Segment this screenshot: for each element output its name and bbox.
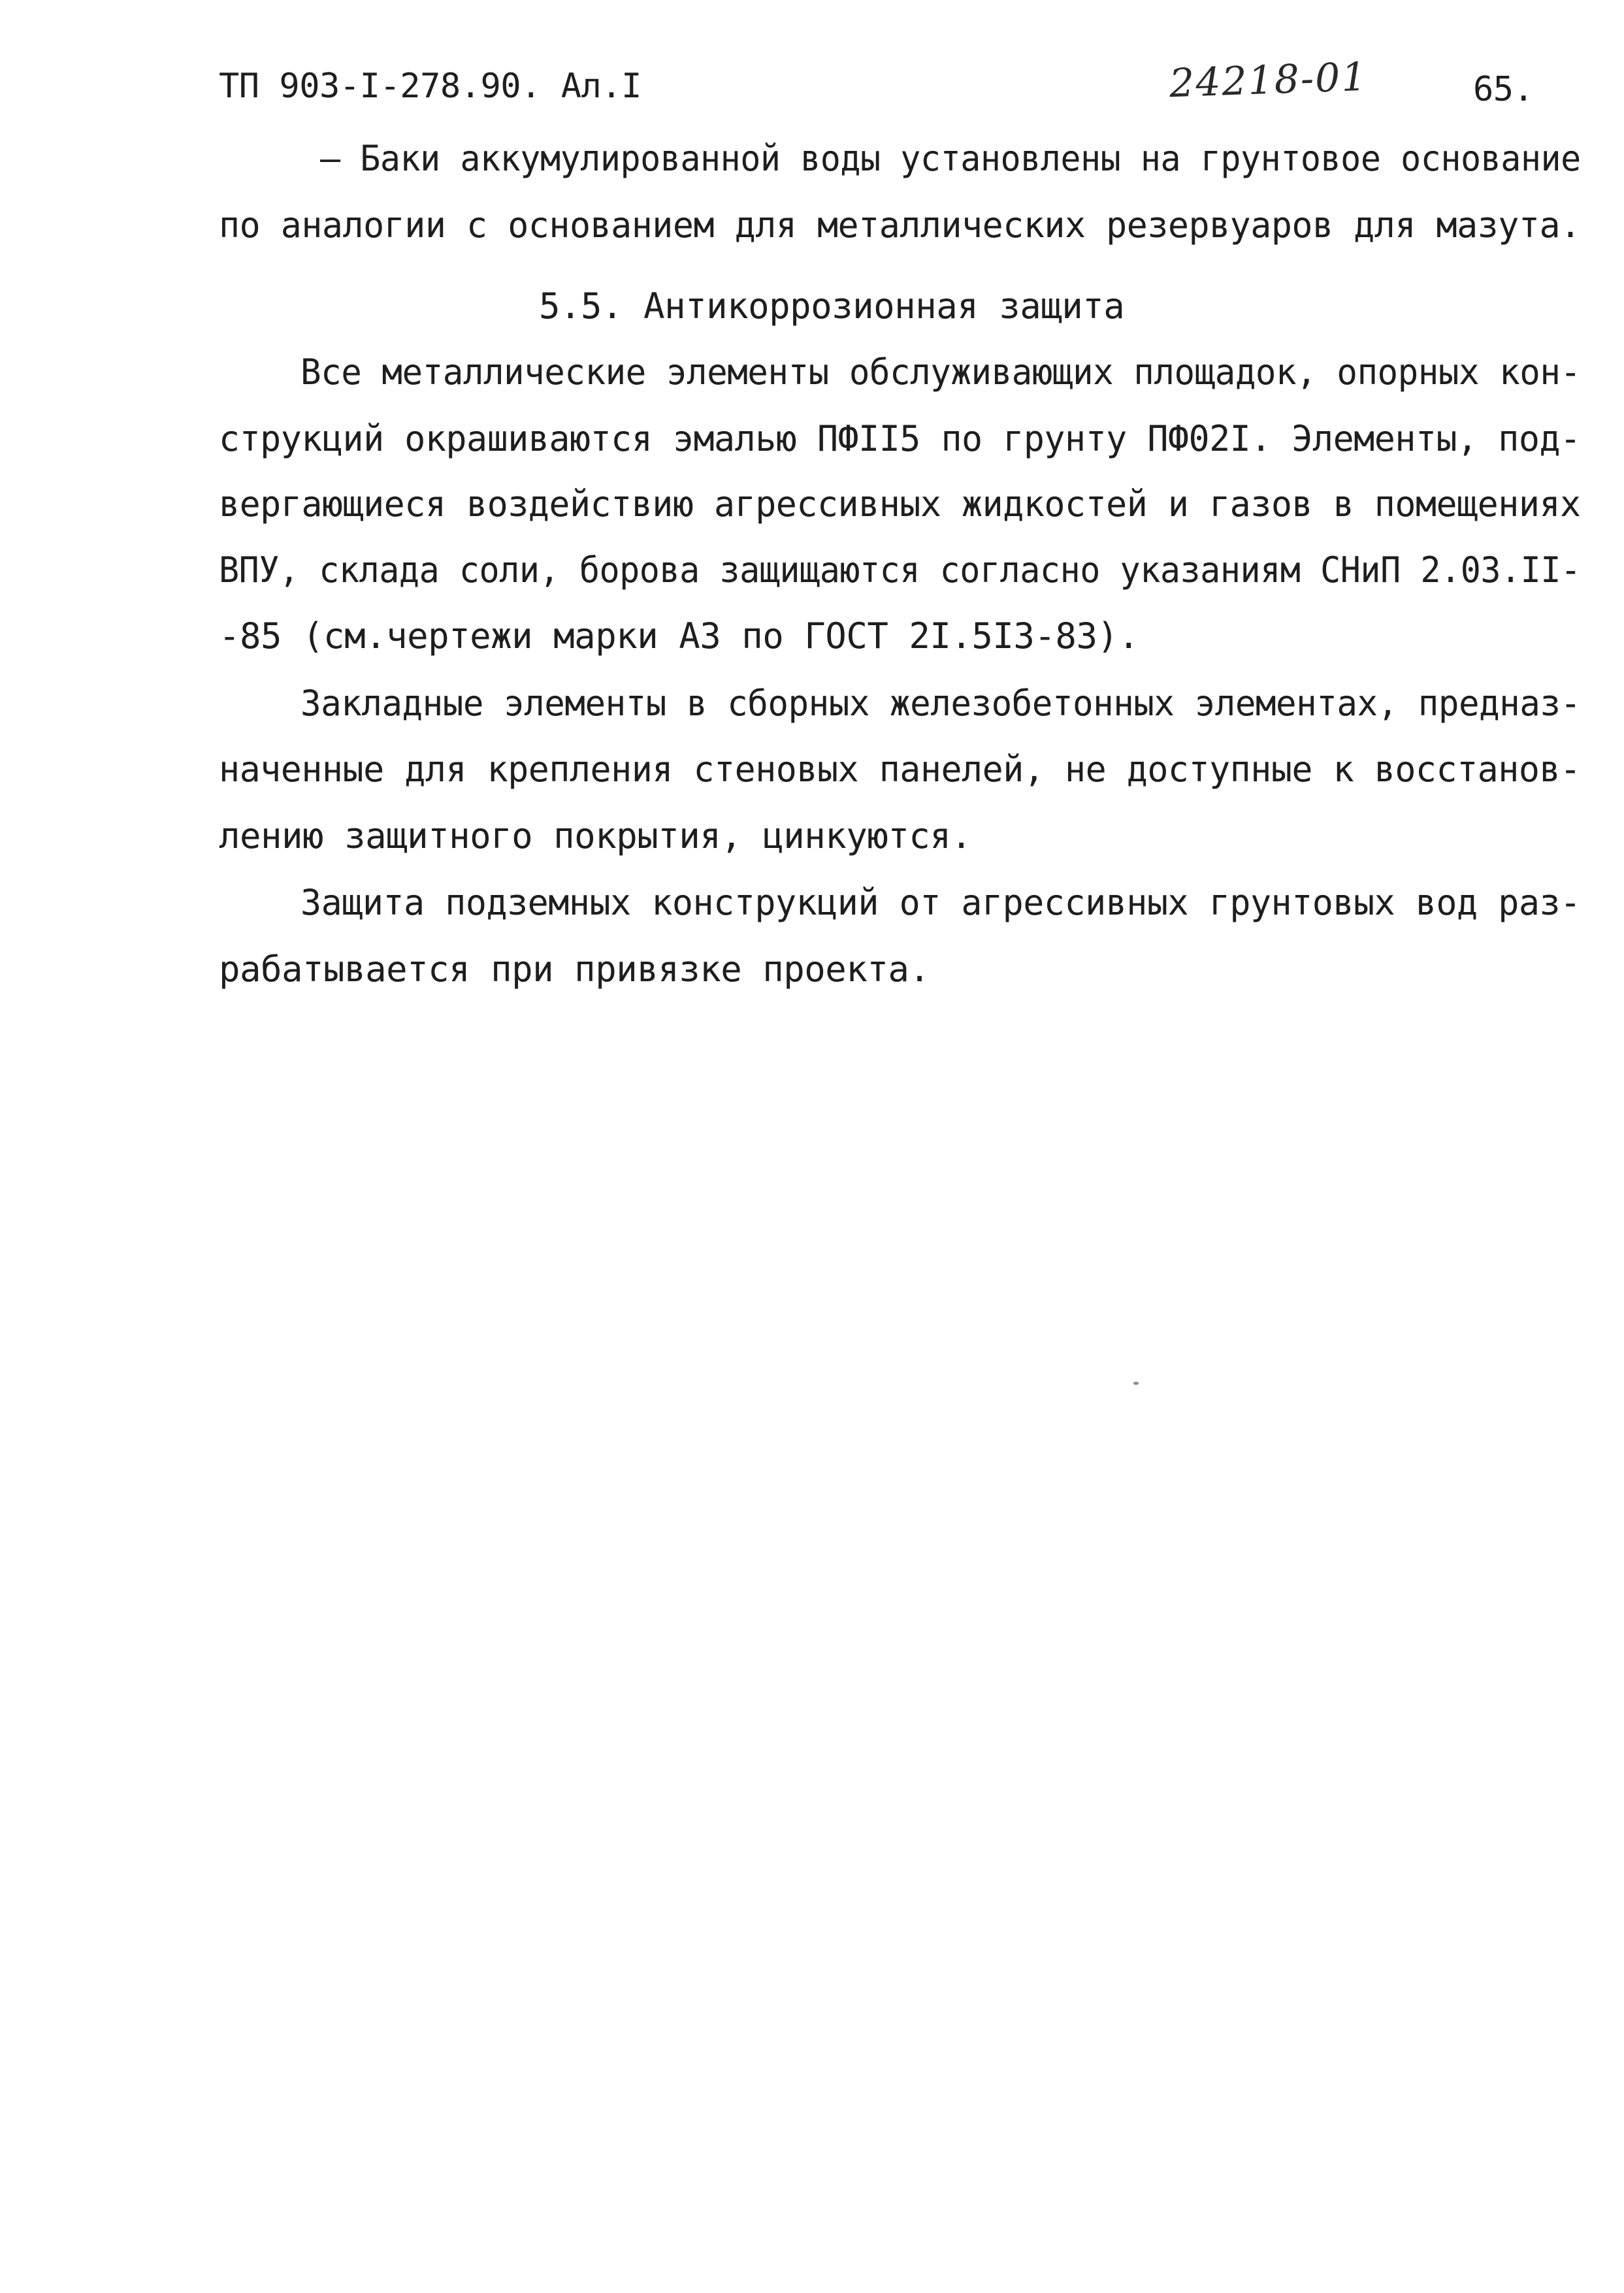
- paragraph-line: ВПУ, склада соли, борова защищаются согласно указаниям СНиП 2.03.II-: [219, 549, 1581, 591]
- paragraph-line: Все металлические элементы обслуживающих площадок, опорных кон-: [300, 351, 1581, 393]
- scan-speck: [1133, 1382, 1139, 1385]
- paragraph-line: рабатывается при привязке проекта.: [219, 949, 930, 990]
- paragraph-line: лению защитного покрытия, цинкуются.: [219, 815, 972, 856]
- section-heading: 5.5. Антикоррозионная защита: [539, 285, 1125, 327]
- paragraph-line: струкций окрашиваются эмалью ПФII5 по грунту ПФ02I. Элементы, под-: [219, 418, 1581, 459]
- handwritten-number: 24218-01: [1168, 54, 1369, 107]
- paragraph-line: Защита подземных конструкций от агрессивных грунтовых вод раз-: [300, 882, 1581, 923]
- paragraph-line: вергающиеся воздействию агрессивных жидкостей и газов в помещениях: [219, 483, 1581, 525]
- page-number: 65.: [1473, 70, 1534, 109]
- paragraph-line: Закладные элементы в сборных железобетонных элементах, предназ-: [300, 683, 1581, 724]
- paragraph-line: наченные для крепления стеновых панелей, не доступные к восстанов-: [219, 749, 1581, 790]
- paragraph-line: -85 (см.чертежи марки АЗ по ГОСТ 2I.5I3-83).: [219, 615, 1139, 657]
- document-code: ТП 903-I-278.90. Ал.I: [219, 67, 641, 106]
- paragraph-line: – Баки аккумулированной воды установлены на грунтовое основание: [320, 138, 1581, 179]
- paragraph-line: по аналогии с основанием для металлических резервуаров для мазута.: [219, 204, 1581, 246]
